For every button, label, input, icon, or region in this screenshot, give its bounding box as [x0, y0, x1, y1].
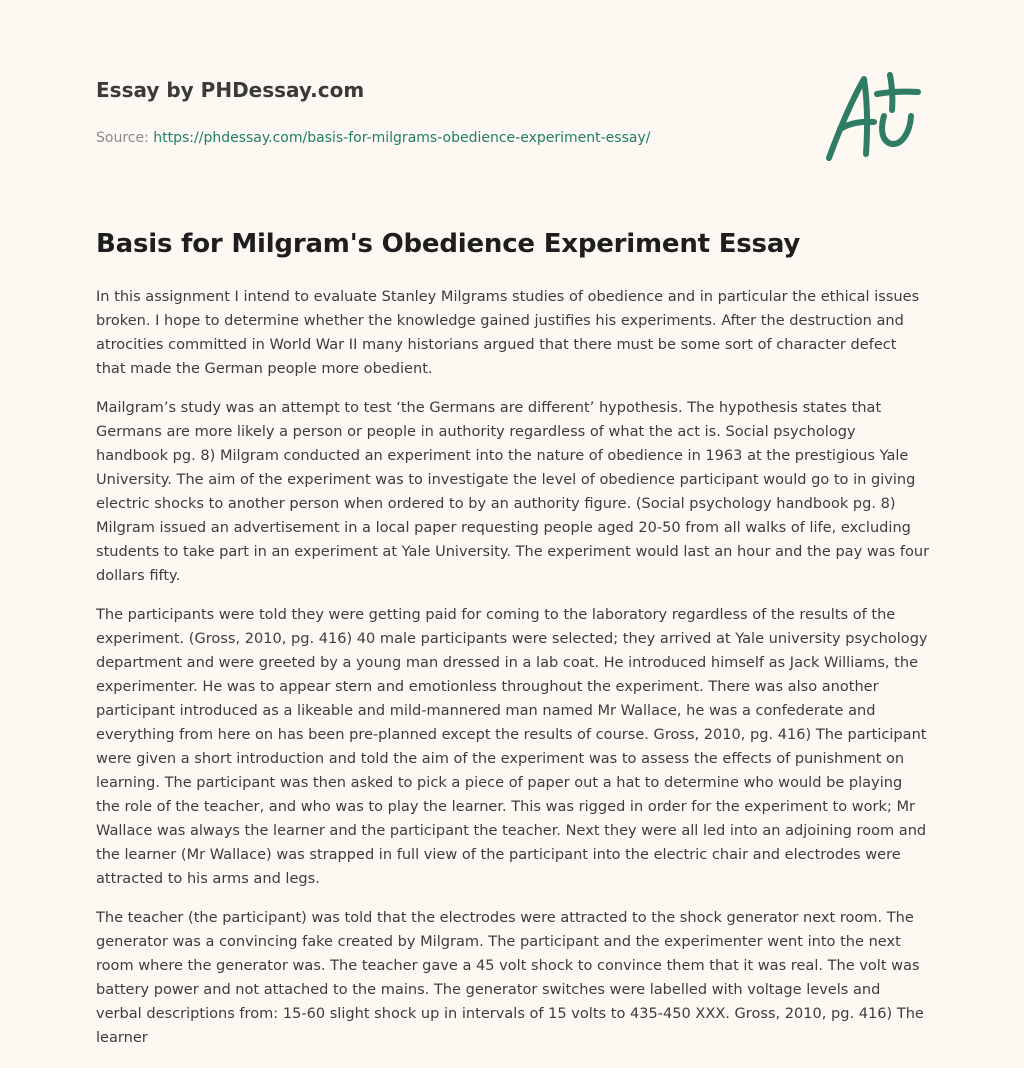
page-header — [96, 76, 796, 148]
essay-title: Basis for Milgram's Obedience Experiment Essay — [96, 229, 801, 259]
source-line — [96, 128, 796, 148]
site-brand: Essay by PHDessay.com — [96, 78, 365, 102]
essay-paragraph-2: Mailgram’s study was an attempt to test ‘the Germans are different’ hypothesis. The hypothesis states that Germans are more likely a person or people in authority regardless of what the act is. Social psychology handbook pg. 8) Milgram conducted an experiment into the nature of obedience in 1963 at the prestigious Yale University. The aim of the experiment was to investigate the level of obedience participant would go to in giving electric shocks to another person when ordered to by an authority figure. (Social psychology handbook pg. 8) Milgram issued an advertisement in a local paper requesting people aged 20-50 from all walks of life, excluding students to take part in an experiment at Yale University. The experiment would last an hour and the pay was four dollars fifty. — [96, 399, 930, 584]
essay-paragraph-3: The participants were told they were getting paid for coming to the laboratory regardless of the results of the experiment. (Gross, 2010, pg. 416) 40 male participants were selected; they arrived at Yale university psychology department and were greeted by a young man dressed in a lab coat. He introduced himself as Jack Williams, the experimenter. He was to appear stern and emotionless throughout the experiment. There was also another participant introduced as a likeable and mild-mannered man named Mr Wallace, he was a confederate and everything from here on has been pre-planned except the results of course. Gross, 2010, pg. 416) The participant were given a short introduction and told the aim of the experiment was to assess the effects of punishment on learning. The participant was then asked to pick a piece of paper out a hat to determine who would be playing the role of the teacher, and who was to play the learner. This was rigged in order for the experiment to work; Mr Wallace was always the learner and the participant the teacher. Next they were all led into an adjoining room and the learner (Mr Wallace) was strapped in full view of the participant into the electric chair and electrodes were attracted to his arms and legs. — [96, 606, 928, 887]
a-plus-grade-icon — [822, 66, 926, 166]
source-link[interactable]: https://phdessay.com/basis-for-milgrams-obedience-experiment-essay/ — [153, 130, 651, 146]
essay-paragraph-4: The teacher (the participant) was told that the electrodes were attracted to the shock generator next room. The generator was a convincing fake created by Milgram. The participant and the experimenter went into the next room where the generator was. The teacher gave a 45 volt shock to convince them that it was real. The volt was battery power and not attached to the mains. The generator switches were labelled with voltage levels and verbal descriptions from: 15-60 slight shock up in intervals of 15 volts to 435-450 XXX. Gross, 2010, pg. 416) The learner — [96, 909, 924, 1046]
essay-paragraph-1: In this assignment I intend to evaluate Stanley Milgrams studies of obedience and in particular the ethical issues broken. I hope to determine whether the knowledge gained justifies his experiments. After the destruction and atrocities committed in World War II many historians argued that there must be some sort of character defect that made the German people more obedient. — [96, 288, 920, 377]
source-label: Source: — [96, 130, 154, 146]
essay-body — [96, 285, 930, 1065]
